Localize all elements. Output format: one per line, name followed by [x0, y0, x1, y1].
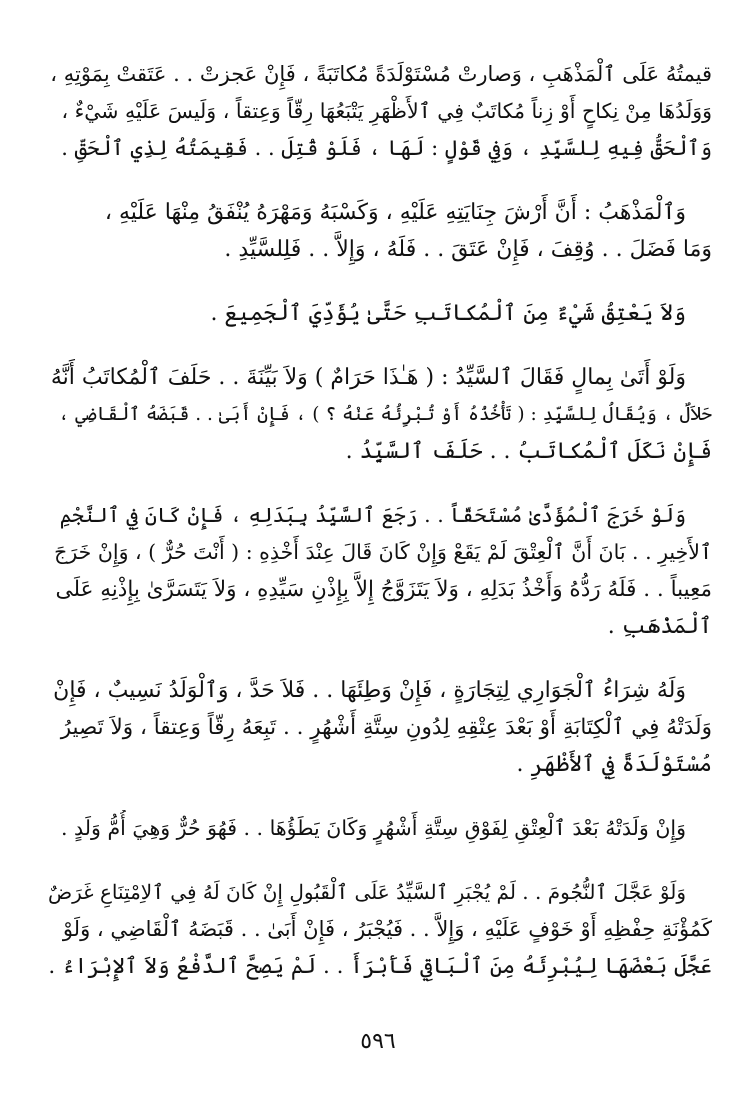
text-line: فَإِنْ نَكَلَ ٱلْمُكاتَبُ . . حَلَفَ ٱلسَّيِّدُ . [345, 439, 712, 464]
text-line: قيمتُهُ عَلَى ٱلْمَذْهَبِ ، وَصارتْ مُسْتَوْلَدَةً مُكاتَبَةً ، فَإِنْ عَجزتْ . . عَتَقتْ بِمَوْتِهِ ، [50, 62, 712, 86]
text-line: وَلَهُ شِرَاءُ ٱلْجَوَارِي لِتِجَارَةٍ ، فَإِنْ وَطِئَهَا . . فَلاَ حَدَّ ، وَٱلْوَلَدُ نَسِيبٌ ، فَإِنْ [53, 678, 686, 703]
paragraph-1 [48, 56, 712, 167]
paragraph-3 [48, 295, 712, 332]
text-line: مُسْتَوْلَدَةً فِي ٱلأَظْهَرِ . [516, 752, 712, 777]
text-line: وَلاَ يَعْتِقُ شَيْءٌ مِنَ ٱلْمُكاتَبِ حَتَّىٰ يُؤَدِّيَ ٱلْجَمِيعَ . [210, 301, 686, 326]
text-line: وَٱلْحَقُّ فِيهِ لِلسَّيِّدِ ، وَفِي قَوْلٍ : لَهَا ، فَلَوْ قُتِلَ . . فَقِيمَتُهُ لِذِي ٱلْحَقِّ . [61, 136, 712, 160]
paragraph-6 [48, 672, 712, 783]
text-line: وَٱلْمَذْهَبُ : أَنَّ أَرْشَ جِنَايَتِهِ عَلَيْهِ ، وَكَسْبَهُ وَمَهْرَهُ يُنْفَقُ مِنْهَا عَلَيْهِ ، [104, 200, 686, 225]
text-line: وَإِنْ وَلَدَتْهُ بَعْدَ ٱلْعِتْقِ لِفَوْقِ سِتَّةِ أَشْهُرٍ وَكَانَ يَطَؤُهَا . . فَهُوَ حُرٌّ وَهِيَ أُمُّ وَلَدٍ . [61, 816, 686, 840]
text-line: عَجَّلَ بَعْضَهَا لِيُبْرِئَهُ مِنَ ٱلْبَاقِي فَأَبْرَأَ . . لَمْ يَصِحَّ ٱلدَّفْعُ وَلاَ ٱلإِبْرَاءُ . [48, 954, 712, 979]
text-line: كَمُؤْنَةِ حِفْظِهِ أَوْ خَوْفٍ عَلَيْهِ ، وَإِلاَّ . . فَيُجْبَرُ ، فَإِنْ أَبَىٰ . . قَبَضَهُ ٱلْقَاضِي ، وَلَوْ [62, 917, 712, 941]
text-line: وَوَلَدُهَا مِنْ نِكاحٍ أَوْ زِناً مُكاتَبٌ فِي ٱلأَظْهَرِ يَتْبَعُهَا رِقّاً وَعِتقاً ، وَلَيسَ عَلَيْهِ شَيْءٌ ، [61, 99, 712, 123]
paragraph-2 [48, 194, 712, 268]
text-line: ٱلْمَذْهَبِ . [607, 614, 712, 639]
page-number: ٥٩٦ [360, 1029, 396, 1054]
text-line: وَلَوْ أَتَىٰ بِمالٍ فَقَالَ ٱلسَّيِّدُ : ( هَـٰذَا حَرَامٌ ) وَلاَ بَيِّنَةَ . . حَلَفَ ٱلْمُكاتَبُ أَنَّهُ [50, 365, 686, 390]
paragraph-7 [48, 810, 712, 847]
document-page [48, 56, 712, 1012]
text-line: مَعِيباً . . فَلَهُ رَدُّهُ وَأَخْذُ بَدَلِهِ ، وَلاَ يَتَزَوَّجُ إِلاَّ بِإِذْنِ سَيِّدِهِ ، وَلاَ يَتَسَرَّىٰ بِإِذْنِهِ عَلَى [55, 577, 712, 602]
text-line: وَلَوْ عَجَّلَ ٱلنُّجُومَ . . لَمْ يُجْبَرِ ٱلسَّيِّدُ عَلَى ٱلْقَبُولِ إِنْ كَانَ لَهُ فِي ٱلاِمْتِنَاعِ غَرَضٌ [48, 880, 686, 904]
text-line: وَمَا فَضَلَ . . وُقِفَ ، فَإِنْ عَتَقَ . . فَلَهُ ، وَإِلاَّ . . فَلِلسَّيِّدِ . [224, 237, 712, 262]
text-line: ٱلأَخِيرِ . . بَانَ أَنَّ ٱلْعِتْقَ لَمْ يَقَعْ وَإِنْ كَانَ قَالَ عِنْدَ أَخْذِهِ : ( أَنْتَ حُرٌّ ) ، وَإِنْ خَرَجَ [54, 540, 712, 564]
paragraph-8 [48, 874, 712, 985]
text-line: حَلاَلٌ ، وَيُقَالُ لِلسَّيِّدِ : ( تَأْخُذُهُ أَوْ تُبْرِئُهُ عَنْهُ ؟ ) ، فَإِنْ أَبَىٰ . . قَبَضَهُ ٱلْقَاضِي ، [58, 404, 712, 425]
paragraph-4 [48, 359, 712, 470]
text-line: وَلَدَتْهُ فِي ٱلْكِتَابَةِ أَوْ بَعْدَ عِتْقِهِ لِدُونِ سِتَّةِ أَشْهُرٍ . . تَبِعَهُ رِقّاً وَعِتقاً ، وَلاَ تَصِيرُ [60, 715, 712, 740]
paragraph-5 [48, 497, 712, 645]
text-line: وَلَوْ خَرَجَ ٱلْمُؤَدَّىٰ مُسْتَحَقّاً . . رَجَعَ ٱلسَّيِّدُ بِبَدَلِهِ ، فَإِنْ كَانَ فِي ٱلنَّجْمِ [59, 503, 686, 527]
